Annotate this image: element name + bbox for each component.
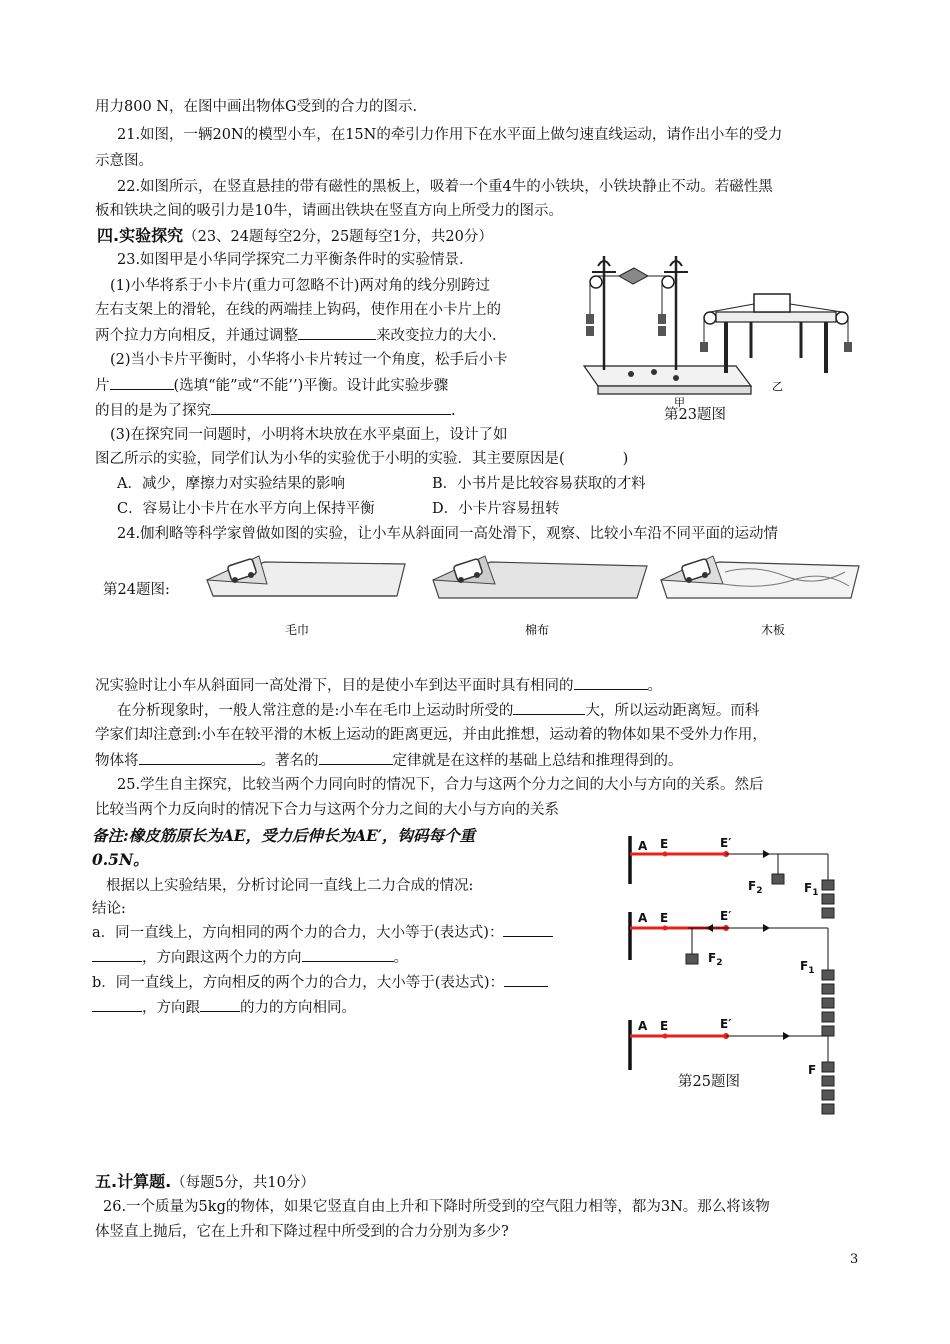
fig25-label-F1-2-sub: 1 <box>808 966 815 976</box>
q24-fig-label: 第24题图: <box>103 582 170 598</box>
fig25-label-Ep3: E′ <box>720 1017 732 1031</box>
q23-option-c[interactable]: C．容易让小卡片在水平方向上保持平衡 <box>117 501 375 517</box>
fig25-label-F2-2-sub: 2 <box>716 958 723 968</box>
section5-title: 五.计算题. <box>95 1172 172 1191</box>
q24-cont2 <box>117 700 759 721</box>
q24-cont4 <box>95 750 683 771</box>
q25-fig-caption: 第25题图 <box>678 1074 740 1090</box>
fig25-label-Ep2: E′ <box>720 909 732 923</box>
fig25-label-F2-1: F <box>748 879 757 893</box>
q24-cont2-text: 在分析现象时，一般人常注意的是:小车在毛巾上运动时所受的 <box>117 703 514 719</box>
fig25-label-E1: E <box>660 837 669 851</box>
q21-line1: 21.如图，一辆20N的模型小车，在15N的牵引力作用下在水平面上做匀速直线运动，请作出小车的受力 <box>117 127 783 143</box>
q23-blank-balance[interactable] <box>110 375 174 390</box>
q25-b2-end: 的力的方向相同。 <box>240 1000 356 1016</box>
q23-p3a: (3)在探究同一问题时，小明将木块放在水平桌面上，设计了如 <box>110 427 508 443</box>
q24-blank-law[interactable] <box>319 750 393 765</box>
fig23-apparatus <box>576 238 866 408</box>
fig25-rubber-band <box>620 830 860 1120</box>
fig24-surfaces <box>205 550 865 650</box>
q23-p2c-text2: . <box>451 403 456 419</box>
q23-blank-purpose[interactable] <box>211 400 451 415</box>
fig25-label-F1-2: F <box>800 959 809 973</box>
fig25-label-A3: A <box>638 1019 648 1033</box>
q25-blank-a-expr1[interactable] <box>503 922 553 937</box>
q24-intro: 24.伽利略等科学家曾做如图的实验，让小车从斜面同一高处滑下，观察、比较小车沿不同平面的运动情 <box>117 526 779 542</box>
fig25-label-E3: E <box>660 1019 669 1033</box>
q24-cont3: 学家们却注意到:小车在较平滑的木板上运动的距离更远，并由此推想，运动着的物体如果不受外力作用， <box>95 727 767 743</box>
q24-cont2-end: 大，所以运动距离短。而科 <box>585 703 760 719</box>
q24-cont4-text1: 物体将 <box>95 753 139 769</box>
q24-blank-friction[interactable] <box>513 700 585 715</box>
section4-note: （23、24题每空2分，25题每空1分，共20分） <box>183 229 493 245</box>
fig25-label-F: F <box>808 1063 817 1077</box>
surface-label-cotton: 棉布 <box>525 623 550 637</box>
q22-line1: 22.如图所示，在竖直悬挂的带有磁性的黑板上，吸着一个重4牛的小铁块，小铁块静止不动。若磁性黑 <box>117 179 773 195</box>
svg-text:F2 <box>708 951 722 968</box>
q23-p2a: (2)当小卡片平衡时，小华将小卡片转过一个角度，松手后小卡 <box>110 352 508 368</box>
q25-note-b: 0.5N。 <box>92 850 149 869</box>
q25-a1-text: a．同一直线上，方向相同的两个力的合力，大小等于(表达式)： <box>92 925 504 941</box>
fig25-label-Ep1: E′ <box>720 836 732 850</box>
page-number: 3 <box>850 1252 859 1267</box>
q23-p1c-text2: 来改变拉力的大小. <box>376 328 497 344</box>
q24-cont1 <box>95 675 662 696</box>
q23-p3b: 图乙所示的实验，同学们认为小华的实验优于小明的实验．其主要原因是( ) <box>95 451 629 467</box>
q25-blank-b-expr2[interactable] <box>92 997 142 1012</box>
q23-intro: 23.如图甲是小华同学探究二力平衡条件时的实验情景. <box>117 252 464 268</box>
q25-b1-text: b．同一直线上，方向相反的两个力的合力，大小等于(表达式)： <box>92 975 505 991</box>
q25-a2 <box>92 947 408 968</box>
q23-p1c-text1: 两个拉力方向相反，并通过调整 <box>95 328 298 344</box>
q24-blank-speed[interactable] <box>574 675 648 690</box>
fig25-label-E2: E <box>660 911 669 925</box>
q23-p2c <box>95 400 456 421</box>
fig25-label-A2: A <box>638 911 648 925</box>
q23-p2b-text1: 片 <box>95 378 110 394</box>
q26-line2: 体竖直上抛后，它在上升和下降过程中所受到的合力分别为多少? <box>95 1224 509 1240</box>
q23-p2b <box>95 375 448 396</box>
q25-blank-b-dir[interactable] <box>200 997 240 1012</box>
q25-a2-end: 。 <box>393 950 408 966</box>
q22-line2: 板和铁块之间的吸引力是10牛，请画出铁块在竖直方向上所受力的图示。 <box>95 203 563 219</box>
q25-b2-text: ，方向跟 <box>142 1000 200 1016</box>
q23-p1c <box>95 325 497 346</box>
q23-option-d[interactable]: D．小卡片容易扭转 <box>432 501 560 517</box>
q23-p2c-text1: 的目的是为了探究 <box>95 403 211 419</box>
q25-analysis: 根据以上实验结果，分析讨论同一直线上二力合成的情况: <box>106 878 474 894</box>
q25-a2-text: ，方向跟这两个力的方向 <box>142 950 302 966</box>
q23-blank-adjust[interactable] <box>298 325 376 340</box>
q23-p1a: (1)小华将系于小卡片(重力可忽略不计)两对角的线分别跨过 <box>110 278 490 294</box>
top-line: 用力800 N，在图中画出物体G受到的合力的图示. <box>95 99 418 115</box>
section4-heading <box>97 226 493 247</box>
q25-b2 <box>92 997 356 1018</box>
q24-cont4-text3: 定律就是在这样的基础上总结和推理得到的。 <box>392 753 683 769</box>
q25-blank-a-expr2[interactable] <box>92 947 142 962</box>
q26-line1: 26.一个质量为5kg的物体，如果它竖直自由上升和下降时所受到的空气阻力相等，都为3N。那么将该物 <box>103 1199 770 1215</box>
q25-conclusion: 结论: <box>92 901 126 917</box>
fig25-label-F1-1: F <box>804 881 813 895</box>
q25-blank-a-dir[interactable] <box>302 947 394 962</box>
svg-text:F1 <box>800 959 814 976</box>
surface-label-wood: 木板 <box>761 623 786 637</box>
q23-p2b-text2: (选填“能”或“不能’’)平衡。设计此实验步骤 <box>173 378 449 394</box>
q25-line2: 比较当两个力反向时的情况下合力与这两个分力之间的大小与方向的关系 <box>95 802 559 818</box>
q24-cont1-text: 况实验时让小车从斜面同一高处滑下，目的是使小车到达平面时具有相同的 <box>95 678 574 694</box>
q21-line2: 示意图。 <box>95 153 153 169</box>
q23-option-a[interactable]: A．减少，摩擦力对实验结果的影响 <box>117 476 345 492</box>
fig25-label-A1: A <box>638 839 648 853</box>
q25-line1: 25.学生自主探究，比较当两个力同向时的情况下，合力与这两个分力之间的大小与方向的关系。然后 <box>117 777 764 793</box>
fig25-label-F2-1-sub: 2 <box>756 886 763 896</box>
q23-option-b[interactable]: B．小书片是比较容易获取的才料 <box>432 476 646 492</box>
q23-fig-caption: 第23题图 <box>664 407 726 423</box>
q25-a1 <box>92 922 553 943</box>
q25-b1 <box>92 972 548 993</box>
q23-p1b: 左右支架上的滑轮，在线的两端挂上钩码，使作用在小卡片上的 <box>95 302 501 318</box>
fig23-label-jia: 甲 <box>674 396 685 408</box>
q25-blank-b-expr1[interactable] <box>504 972 548 987</box>
svg-text:F2 <box>748 879 762 896</box>
q25-note-a: 备注:橡皮筋原长为AE，受力后伸长为AE′，钩码每个重 <box>92 826 475 845</box>
q24-blank-state[interactable] <box>139 750 261 765</box>
surface-label-towel: 毛巾 <box>285 623 310 637</box>
section5-heading <box>95 1172 315 1193</box>
svg-text:F1 <box>804 881 818 898</box>
q24-cont1-end: 。 <box>647 678 662 694</box>
fig25-label-F1-1-sub: 1 <box>812 888 819 898</box>
q24-cont4-text2: 。著名的 <box>260 753 319 769</box>
section4-title: 四.实验探究 <box>97 226 184 245</box>
fig25-label-F2-2: F <box>708 951 717 965</box>
section5-note: （每题5分，共10分） <box>171 1175 315 1191</box>
fig23-label-yi: 乙 <box>772 380 783 393</box>
